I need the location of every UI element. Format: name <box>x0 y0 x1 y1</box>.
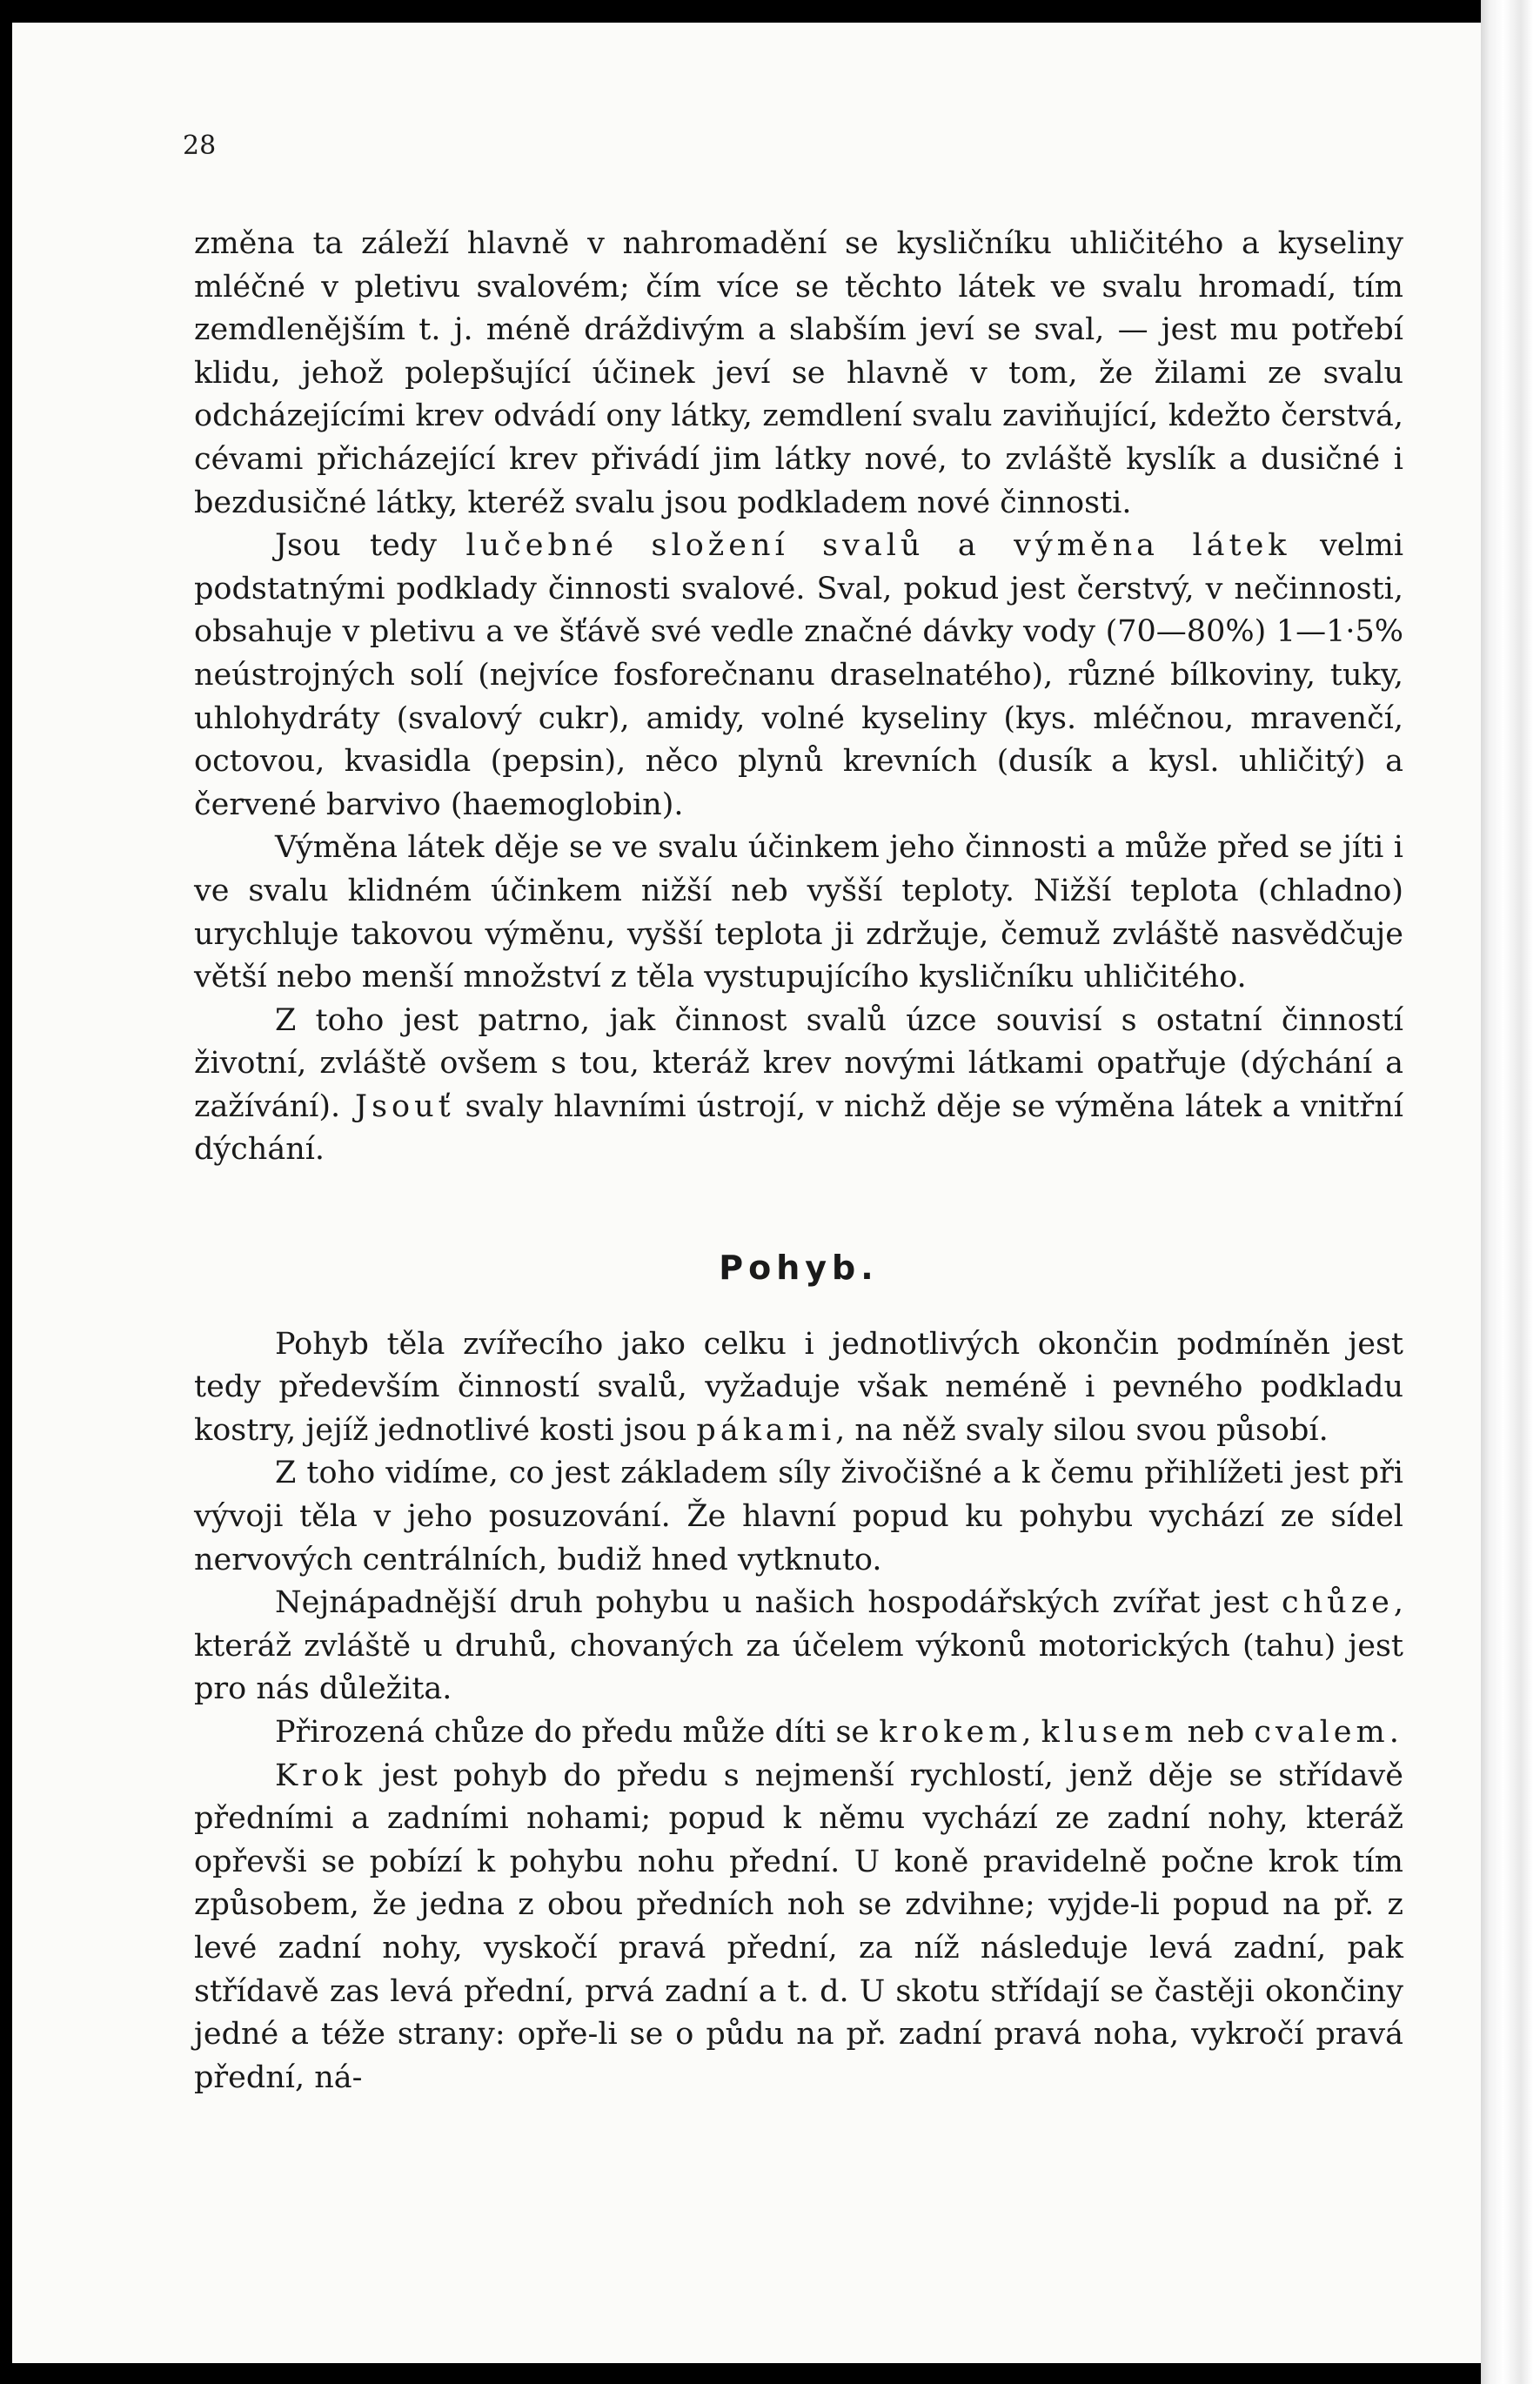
paragraph-text: Z toho jest patrno, jak činnost svalů úzce souvisí s ostatní činností životní, zvláště ovšem s tou, kteráž krev novými látkami opatřuje (dýchání a zažívání). <box>194 1002 1403 1124</box>
spaced-term: klusem <box>1041 1715 1178 1750</box>
paragraph-tail: , na něž svaly silou svou působí. <box>835 1412 1329 1448</box>
spaced-term: Krok <box>275 1758 367 1793</box>
paragraph-text: jest pohyb do předu s nejmenší rychlostí, jenž děje se střídavě předními a zadními nohami; popud k němu vychází ze zadní nohy, kteráž opřevši se pobízí k pohybu nohu přední. U koně pravidelně počne krok tím způsobem, že jedna z obou předních noh se zdvihne; vyjde-li popud na př. z levé zadní nohy, vyskočí pravá přední, za níž následuje levá zadní, pak střídavě zas levá přední, prvá zadní a t. d. U skotu střídají se častěji okončiny jedné a téže strany: opře-li se o půdu na př. zadní pravá noha, vykročí pravá přední, ná- <box>194 1758 1403 2095</box>
paragraph-1 <box>194 223 1403 525</box>
paragraph-5 <box>194 1323 1403 1453</box>
paragraph-tail: , kteráž zvláště u druhů, chovaných za účelem výkonů motorických (tahu) jest pro nás důležita. <box>194 1585 1403 1707</box>
paragraph-9 <box>194 1755 1403 2100</box>
paragraph-2 <box>194 525 1403 827</box>
paragraph-mid: neb <box>1177 1715 1255 1750</box>
page-text <box>194 223 1403 2099</box>
spaced-term: pákami <box>696 1412 836 1448</box>
paragraph-text: změna ta záleží hlavně v nahromadění se kysličníku uhličitého a kyseliny mléčné v pletivu svalovém; čím více se těchto látek ve svalu hromadí, tím zemdlenějším t. j. méně dráždivým a slabším jeví se sval, — jest mu potřebí klidu, jehož polepšující účinek jeví se hlavně v tom, že žilami ze svalu odcházejícími krev odvádí ony látky, zemdlení svalu zaviňující, kdežto čerstvá, cévami přicházející krev přivádí jim látky nové, to zvláště kyslík a dusičné i bezdusičné látky, kteréž svalu jsou podkladem nové činnosti. <box>194 226 1403 520</box>
paragraph-tail: svaly hlavními ústrojí, v nichž děje se výměna látek a vnitřní dýchání. <box>194 1088 1403 1168</box>
page-edge-shadow <box>1481 0 1540 2384</box>
spaced-term: cvalem <box>1254 1715 1389 1750</box>
spaced-term: Jsouť <box>340 1088 455 1124</box>
paragraph-text: Nejnápadnější druh pohybu u našich hospodářských zvířat jest <box>275 1585 1282 1621</box>
page-number: 28 <box>183 131 217 161</box>
paragraph-text: Přirozená chůze do předu může díti se <box>275 1715 880 1750</box>
paragraph-text: Z toho vidíme, co jest základem síly živočišné a k čemu přihlížeti jest při vývoji těla v jeho posuzování. Že hlavní popud ku pohybu vychází ze sídel nervových centrálních, budiž hned vytknuto. <box>194 1456 1403 1577</box>
paragraph-mid: , <box>1021 1715 1041 1750</box>
book-page <box>12 23 1481 2363</box>
paragraph-3 <box>194 827 1403 999</box>
section-heading: Pohyb. <box>719 1249 879 1288</box>
spaced-term: chůze <box>1282 1585 1394 1621</box>
paragraph-8 <box>194 1711 1403 1755</box>
paragraph-6 <box>194 1452 1403 1582</box>
paragraph-text: velmi podstatnými podklady činnosti svalové. Sval, pokud jest čerstvý, v nečinnosti, obsahuje v pletivu a ve šťávě své vedle značné dávky vody (70—80%) 1—1·5% neústrojných solí (nejvíce fosforečnanu draselnatého), různé bílkoviny, tuky, uhlohydráty (svalový cukr), amidy, volné kyseliny (kys. mléčnou, mravenčí, octovou, kvasidla (pepsin), něco plynů krevních (dusík a kysl. uhličitý) a červené barvivo (haemoglobin). <box>194 528 1404 822</box>
paragraph-7 <box>194 1582 1403 1711</box>
paragraph-tail: . <box>1389 1715 1399 1750</box>
spaced-term: lučebné složení svalů a výměna látek <box>465 528 1291 564</box>
paragraph-text: Výměna látek děje se ve svalu účinkem jeho činnosti a může před se jíti i ve svalu klidném účinkem nižší neb vyšší teploty. Nižší teplota (chladno) urychluje takovou výměnu, vyšší teplota ji zdržuje, čemuž zvláště nasvědčuje větší nebo menší množství z těla vystupujícího kysličníku uhličitého. <box>194 830 1403 995</box>
paragraph-4 <box>194 1000 1403 1172</box>
paragraph-lead: Jsou tedy <box>275 528 466 564</box>
spaced-term: krokem <box>879 1715 1022 1750</box>
paragraph-text: Pohyb těla zvířecího jako celku i jednotlivých okončin podmíněn jest tedy především činností svalů, vyžaduje však neméně i pevného podkladu kostry, jejíž jednotlivé kosti jsou <box>194 1326 1403 1448</box>
